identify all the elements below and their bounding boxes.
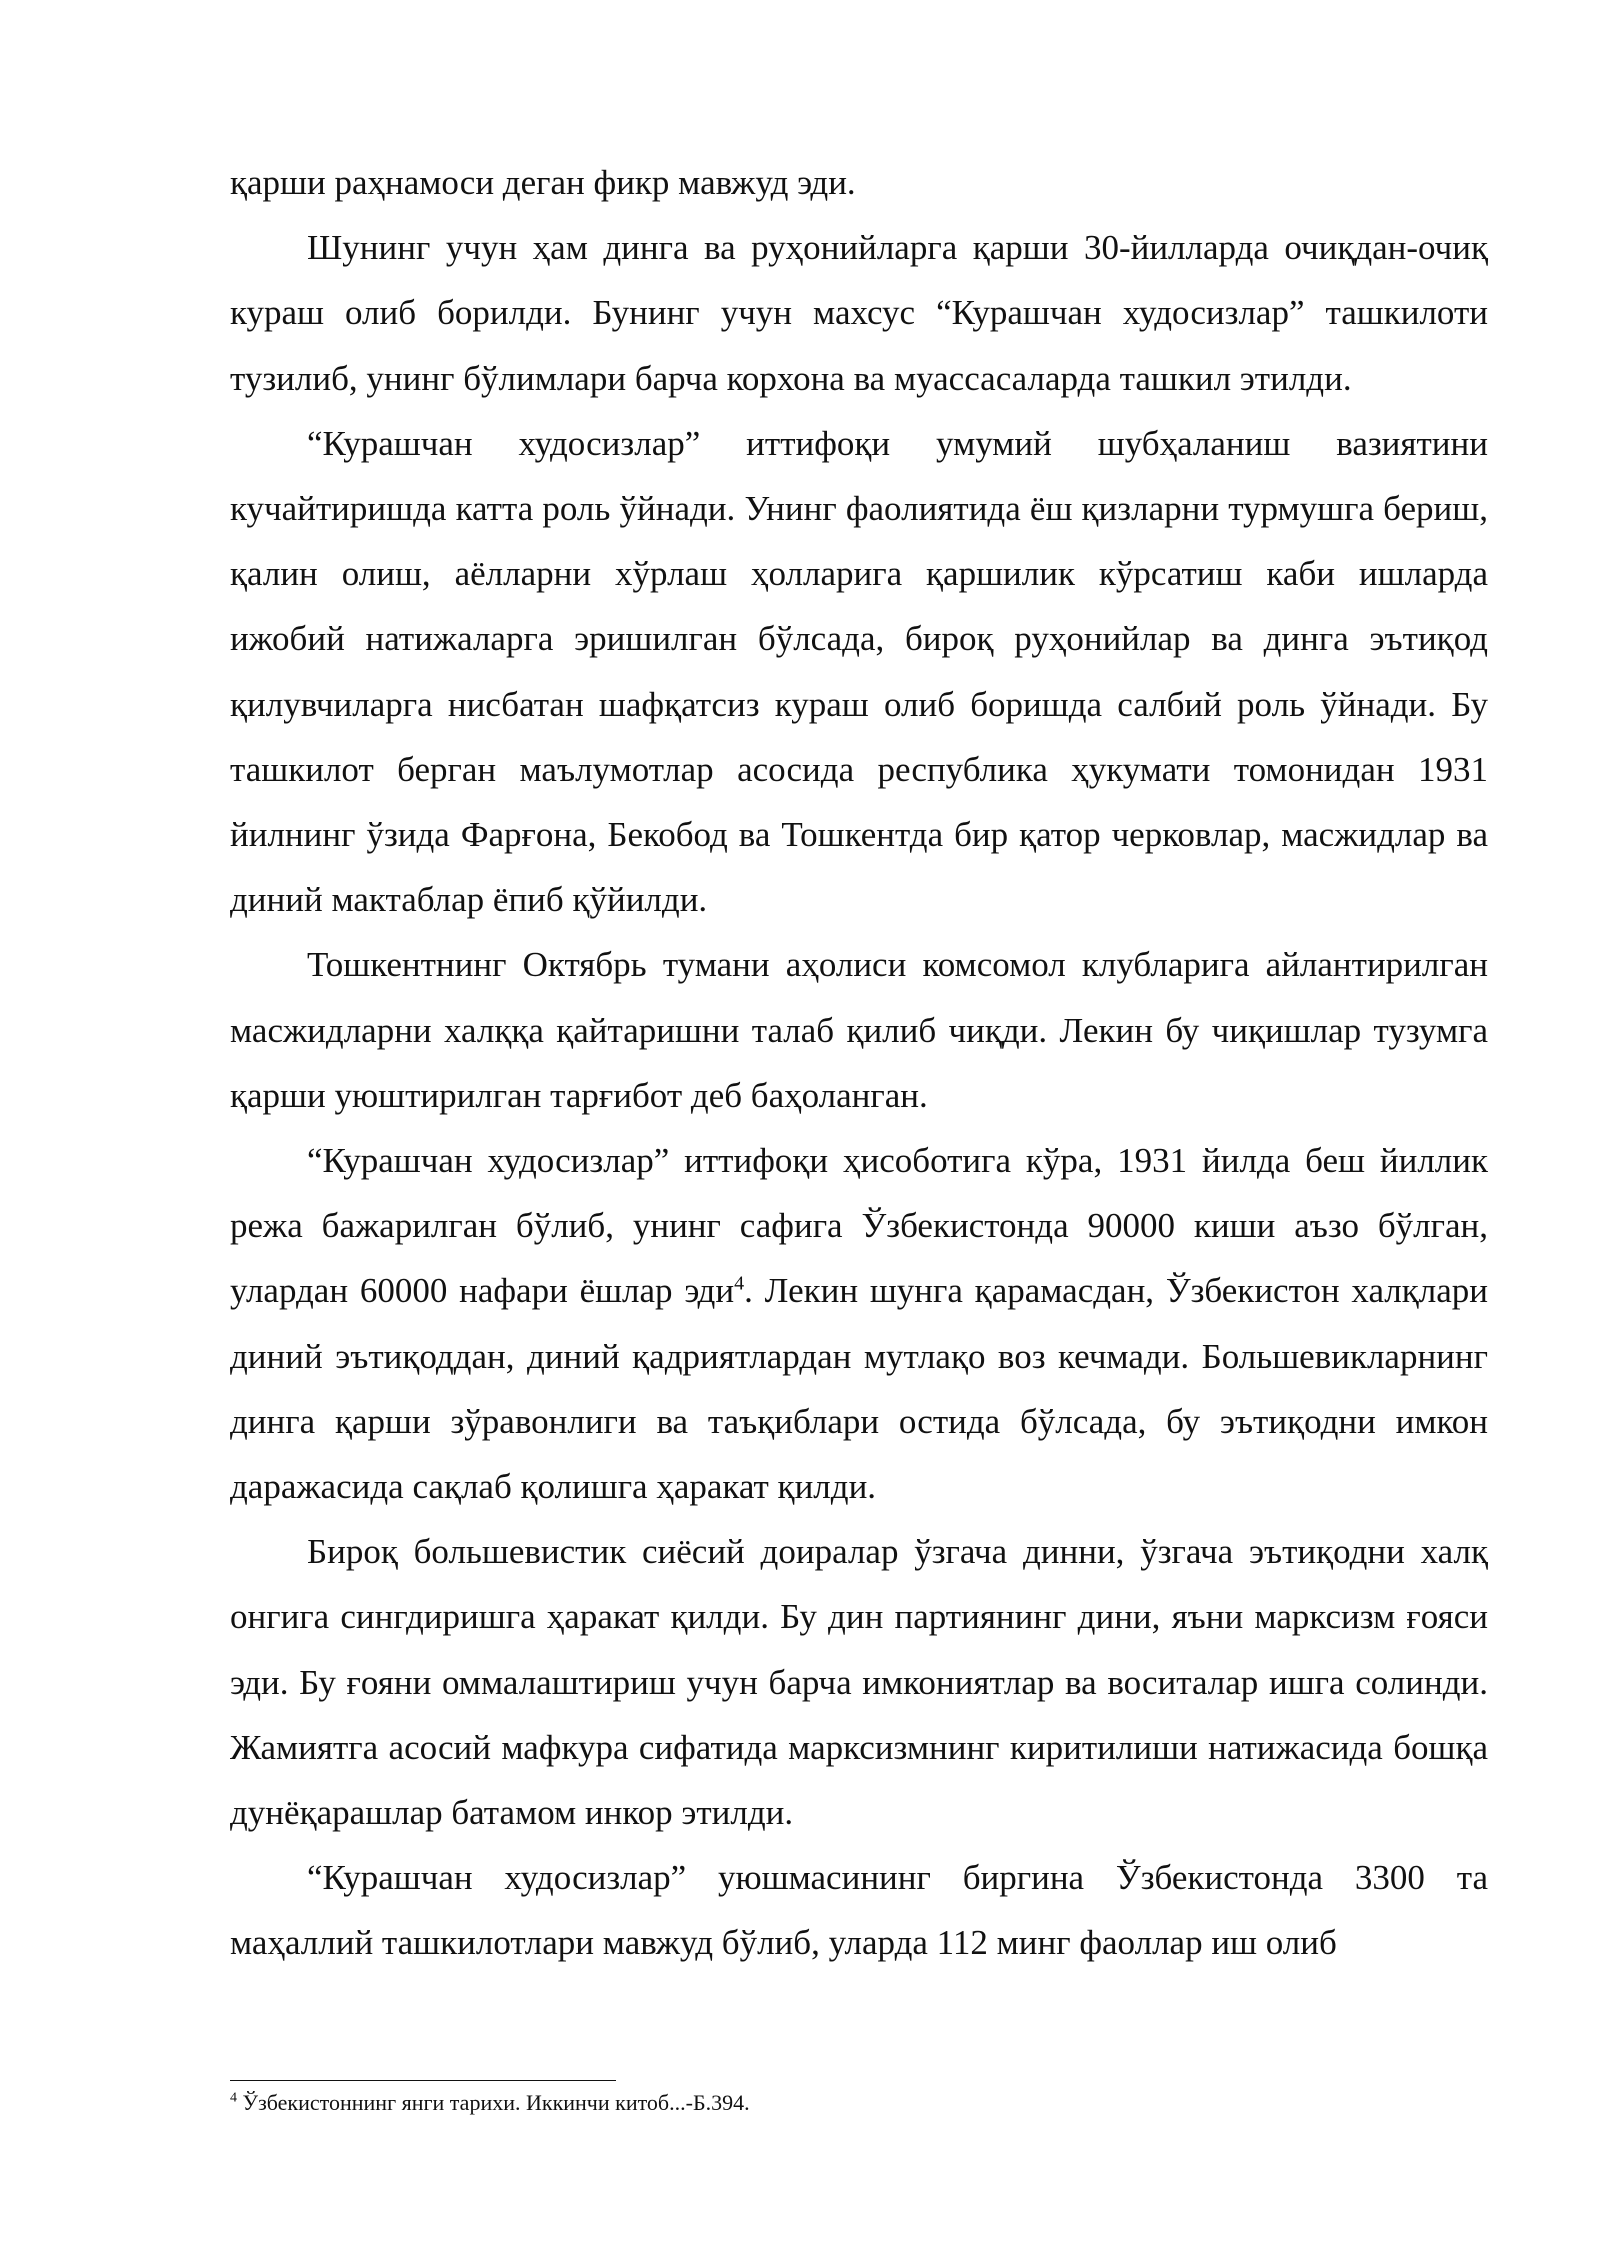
paragraph-5-text-before: “Курашчан худосизлар” иттифоқи ҳисоботига кўра, 1931 йилда беш йиллик режа бажарилган бўлиб, унинг сафига Ўзбекистонда 90000 киши аъзо бўлган, улардан 60000 нафари ёшлар эди xyxy=(230,1141,1488,1311)
paragraph-3: “Курашчан худосизлар” иттифоқи умумий шубҳаланиш вазиятини кучайтиришда катта роль ўйнади. Унинг фаолиятида ёш қизларни турмушга бериш, қалин олиш, аёлларни хўрлаш ҳолларига қаршилик кўрсатиш каби ишларда ижобий натижаларга эришилган бўлсада, бироқ руҳонийлар ва динга эътиқод қилувчиларга нисбатан шафқатсиз кураш олиб боришда салбий роль ўйнади. Бу ташкилот берган маълумотлар асосида республика ҳукумати томонидан 1931 йилнинг ўзида Фарғона, Бекобод ва Тошкентда бир қатор черковлар, масжидлар ва диний мактаблар ёпиб қўйилди. xyxy=(230,423,1488,920)
paragraph-4: Тошкентнинг Октябрь тумани аҳолиси комсомол клубларига айлантирилган масжидларни халққа қайтаришни талаб қилиб чиқди. Лекин бу чиқишлар тузумга қарши уюштирилган тарғибот деб баҳоланган. xyxy=(230,945,1488,1115)
footnote-text: Ўзбекистоннинг янги тарихи. Иккинчи китоб...-Б.394. xyxy=(237,2090,750,2115)
body-text xyxy=(230,150,1488,1976)
footnote xyxy=(230,2088,1488,2118)
paragraph-1: қарши раҳнамоси деган фикр мавжуд эди. xyxy=(230,163,856,202)
paragraph-5-text-after: . Лекин шунга қарамасдан, Ўзбекистон халқлари диний эътиқоддан, диний қадриятлардан мутлақо воз кечмади. Большевикларнинг динга қарши зўравонлиги ва таъқиблари остида бўлсада, бу эътиқодни имкон даражасида сақлаб қолишга ҳаракат қилди. xyxy=(230,1271,1488,1507)
paragraph-7: “Курашчан худосизлар” уюшмасининг биргина Ўзбекистонда 3300 та маҳаллий ташкилотлари мавжуд бўлиб, уларда 112 минг фаоллар иш олиб xyxy=(230,1858,1488,1963)
footnote-separator xyxy=(230,2080,616,2081)
footnote-reference: 4 xyxy=(734,1272,745,1295)
paragraph-5 xyxy=(230,1128,1488,1519)
paragraph-2: Шунинг учун ҳам динга ва руҳонийларга қарши 30-йилларда очиқдан-очиқ кураш олиб борилди. Бунинг учун махсус “Курашчан худосизлар” ташкилоти тузилиб, унинг бўлимлари барча корхона ва муассасаларда ташкил этилди. xyxy=(230,228,1488,398)
footnote-number: 4 xyxy=(230,2090,237,2106)
paragraph-6: Бироқ большевистик сиёсий доиралар ўзгача динни, ўзгача эътиқодни халқ онгига сингдиришга ҳаракат қилди. Бу дин партиянинг дини, яъни марксизм ғояси эди. Бу ғояни оммалаштириш учун барча имкониятлар ва воситалар ишга солинди. Жамиятга асосий мафкура сифатида марксизмнинг киритилиши натижасида бошқа дунёқарашлар батамом инкор этилди. xyxy=(230,1532,1488,1833)
